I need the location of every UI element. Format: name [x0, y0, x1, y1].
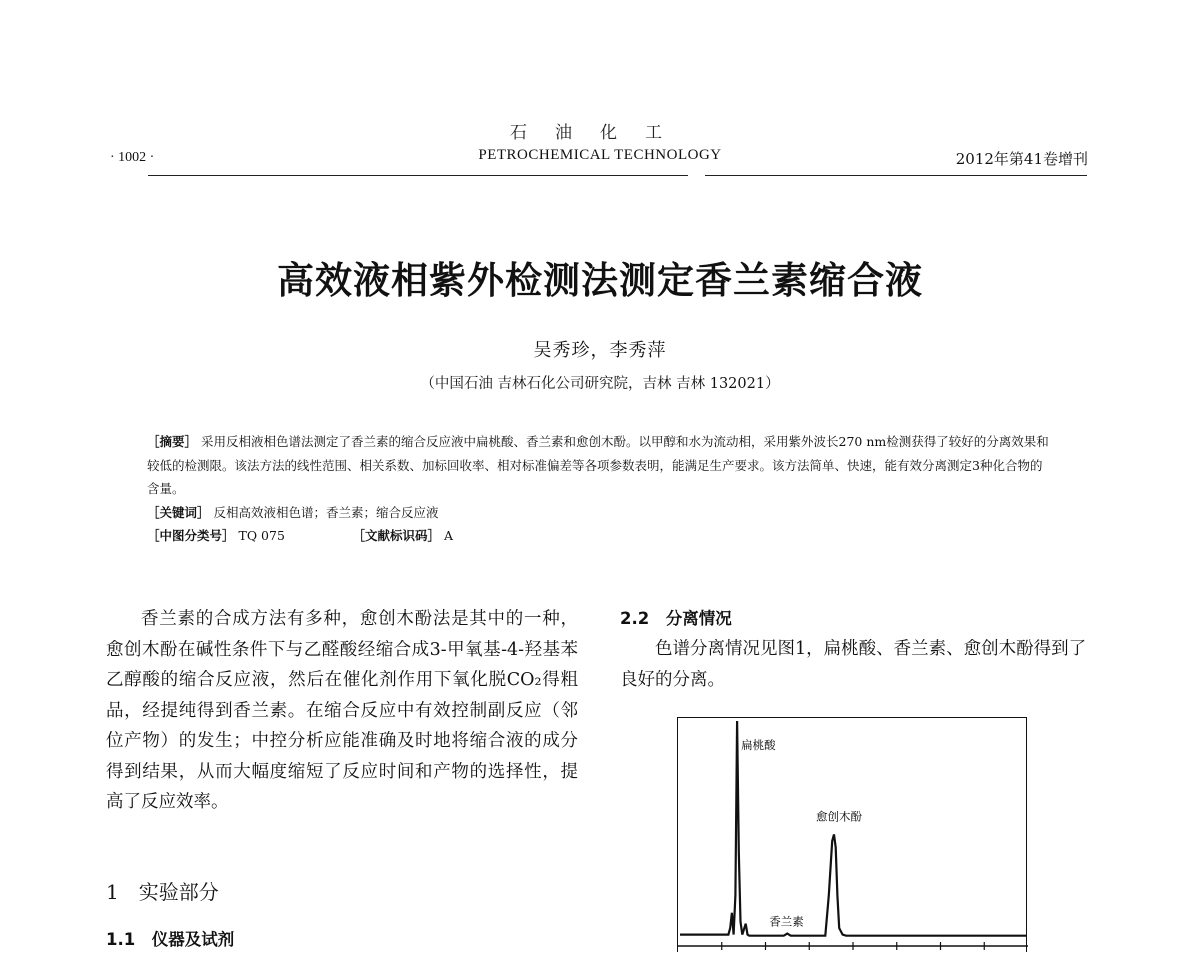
header-rule-left: [148, 175, 688, 176]
peak-label: 愈创木酚: [815, 809, 862, 824]
abstract-block: [147, 430, 1052, 548]
page-number: · 1002 ·: [110, 150, 155, 165]
section-heading-1: 1 实验部分: [106, 880, 219, 904]
article-affiliation: （中国石油 吉林石化公司研究院，吉林 吉林 132021）: [420, 376, 780, 392]
separation-paragraph: 色谱分离情况见图1，扁桃酸、香兰素、愈创木酚得到了良好的分离。: [620, 639, 1087, 690]
keywords-line: [147, 501, 1052, 525]
section-heading-1-1: 1.1 仪器及试剂: [106, 930, 235, 949]
abstract-paragraph: [147, 430, 1052, 501]
article-authors: 吴秀珍，李秀萍: [533, 340, 667, 361]
peak-label: 扁桃酸: [741, 738, 776, 752]
chromatogram-trace: [680, 721, 1026, 936]
clc-value: TQ 075: [238, 528, 285, 543]
intro-paragraph: 香兰素的合成方法有多种，愈创木酚法是其中的一种，愈创木酚在碱性条件下与乙醛酸经缩合成3-甲氧基-4-羟基苯乙醇酸的缩合反应液，然后在催化剂作用下氧化脱CO₂得粗品，经提纯得到香兰素。在缩合反应中有效控制副反应（邻位产物）的发生；中控分析应能准确及时地将缩合液的成分得到结果，从而大幅度缩短了反应时间和产物的选择性，提高了反应效率。: [106, 609, 578, 812]
peak-label: 香兰素: [769, 914, 804, 929]
journal-name-en: PETROCHEMICAL TECHNOLOGY: [478, 147, 722, 163]
doc-code-label: ［文献标识码］: [352, 528, 440, 543]
doc-code-value: A: [443, 528, 454, 543]
journal-name-cn: 石油化工: [510, 123, 690, 143]
chromatogram-figure: [677, 717, 1027, 952]
section-heading-2-2: 2.2 分离情况: [620, 609, 732, 628]
abstract-label: ［摘要］: [147, 434, 198, 449]
chromatogram-plot: [678, 718, 1028, 953]
article-title: 高效液相紫外检测法测定香兰素缩合液: [277, 259, 923, 302]
issue-info: 2012年第41卷增刊: [955, 150, 1088, 168]
header-rule-right: [705, 175, 1087, 176]
keywords-text: 反相高效液相色谱；香兰素；缩合反应液: [213, 504, 439, 520]
abstract-text: 采用反相液相色谱法测定了香兰素的缩合反应液中扁桃酸、香兰素和愈创木酚。以甲醇和水为流动相，采用紫外波长270 nm检测获得了较好的分离效果和较低的检测限。该法方法的线性范围、相关系数、加标回收率、相对标准偏差等各项参数表明，能满足生产要求。该方法简单、快速，能有效分离测定3种化合物的含量。: [147, 434, 1049, 496]
clc-label: ［中图分类号］: [147, 528, 235, 543]
keywords-label: ［关键词］: [147, 504, 210, 520]
classification-line: [147, 524, 1052, 548]
